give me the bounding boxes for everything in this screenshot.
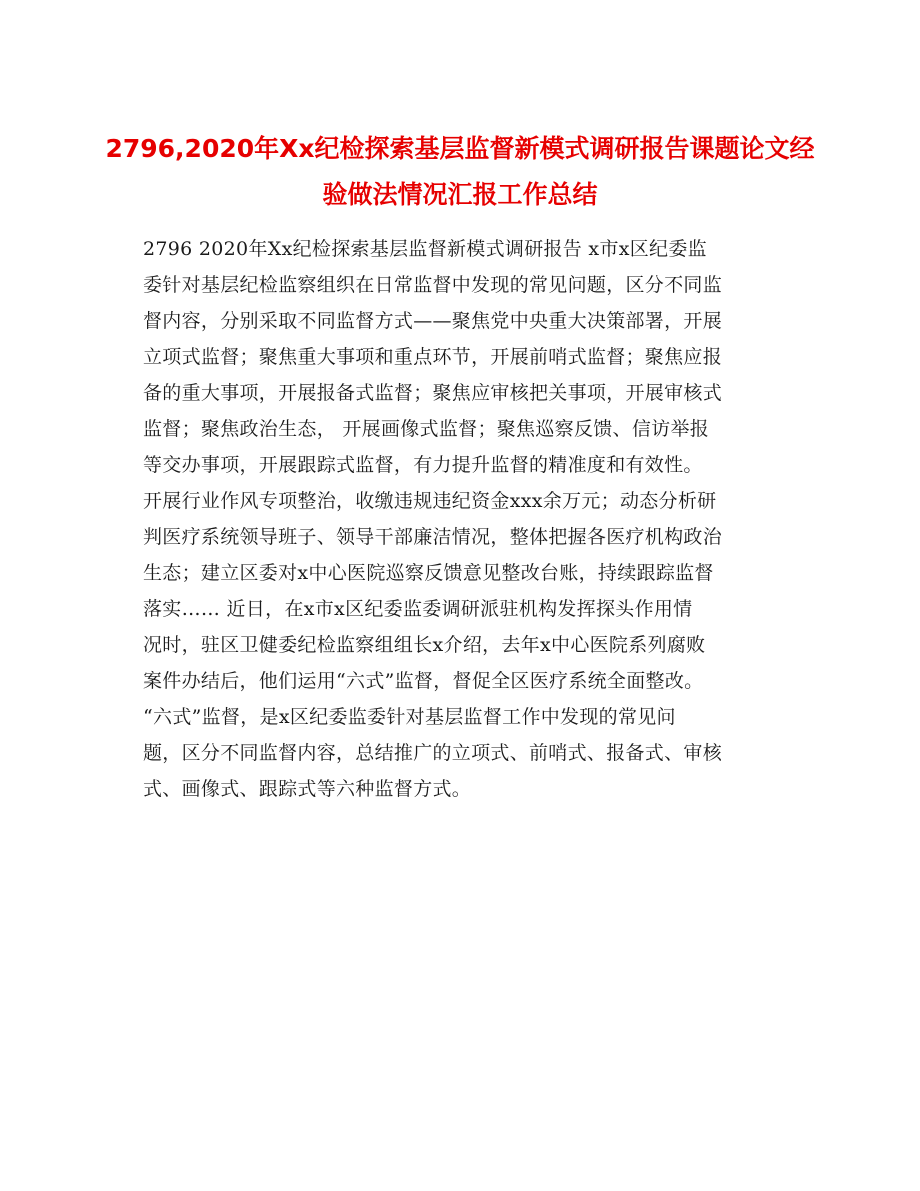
body-line: 况时，驻区卫健委纪检监察组组长x介绍，去年x中心医院系列腐败 [143, 634, 706, 656]
body-line: 判医疗系统领导班子、领导干部廉洁情况，整体把握各医疗机构政治 [143, 526, 723, 548]
body-line: 案件办结后，他们运用“六式”监督，督促全区医疗系统全面整改。 [143, 670, 704, 692]
body-line: 等交办事项，开展跟踪式监督，有力提升监督的精准度和有效性。 [143, 454, 703, 476]
document-title: 2796,2020年Xx纪检探索基层监督新模式调研报告课题论文经验做法情况汇报工作总结 [105, 134, 815, 209]
body-line: 落实…… 近日，在x市x区纪委监委调研派驻机构发挥探头作用情 [143, 598, 693, 620]
body-line: “六式”监督，是x区纪委监委针对基层监督工作中发现的常见问 [143, 706, 676, 728]
body-line: 督内容，分别采取不同监督方式——聚焦党中央重大决策部署，开展 [143, 310, 723, 332]
body-line: 监督；聚焦政治生态， 开展画像式监督；聚焦巡察反馈、信访举报 [143, 418, 710, 440]
body-line: 生态；建立区委对x中心医院巡察反馈意见整改台账，持续跟踪监督 [143, 562, 714, 584]
body-line: 2796 2020年Xx纪检探索基层监督新模式调研报告 x市x区纪委监 [143, 238, 707, 260]
body-line: 题，区分不同监督内容，总结推广的立项式、前哨式、报备式、审核 [143, 742, 723, 764]
body-line: 开展行业作风专项整治，收缴违规违纪资金xxx余万元；动态分析研 [143, 490, 717, 512]
body-line: 委针对基层纪检监察组织在日常监督中发现的常见问题，区分不同监 [143, 274, 723, 296]
body-line: 立项式监督；聚焦重大事项和重点环节，开展前哨式监督；聚焦应报 [143, 346, 723, 368]
document-body [143, 231, 783, 807]
body-line: 备的重大事项，开展报备式监督；聚焦应审核把关事项，开展审核式 [143, 382, 723, 404]
body-line: 式、画像式、跟踪式等六种监督方式。 [143, 778, 472, 800]
